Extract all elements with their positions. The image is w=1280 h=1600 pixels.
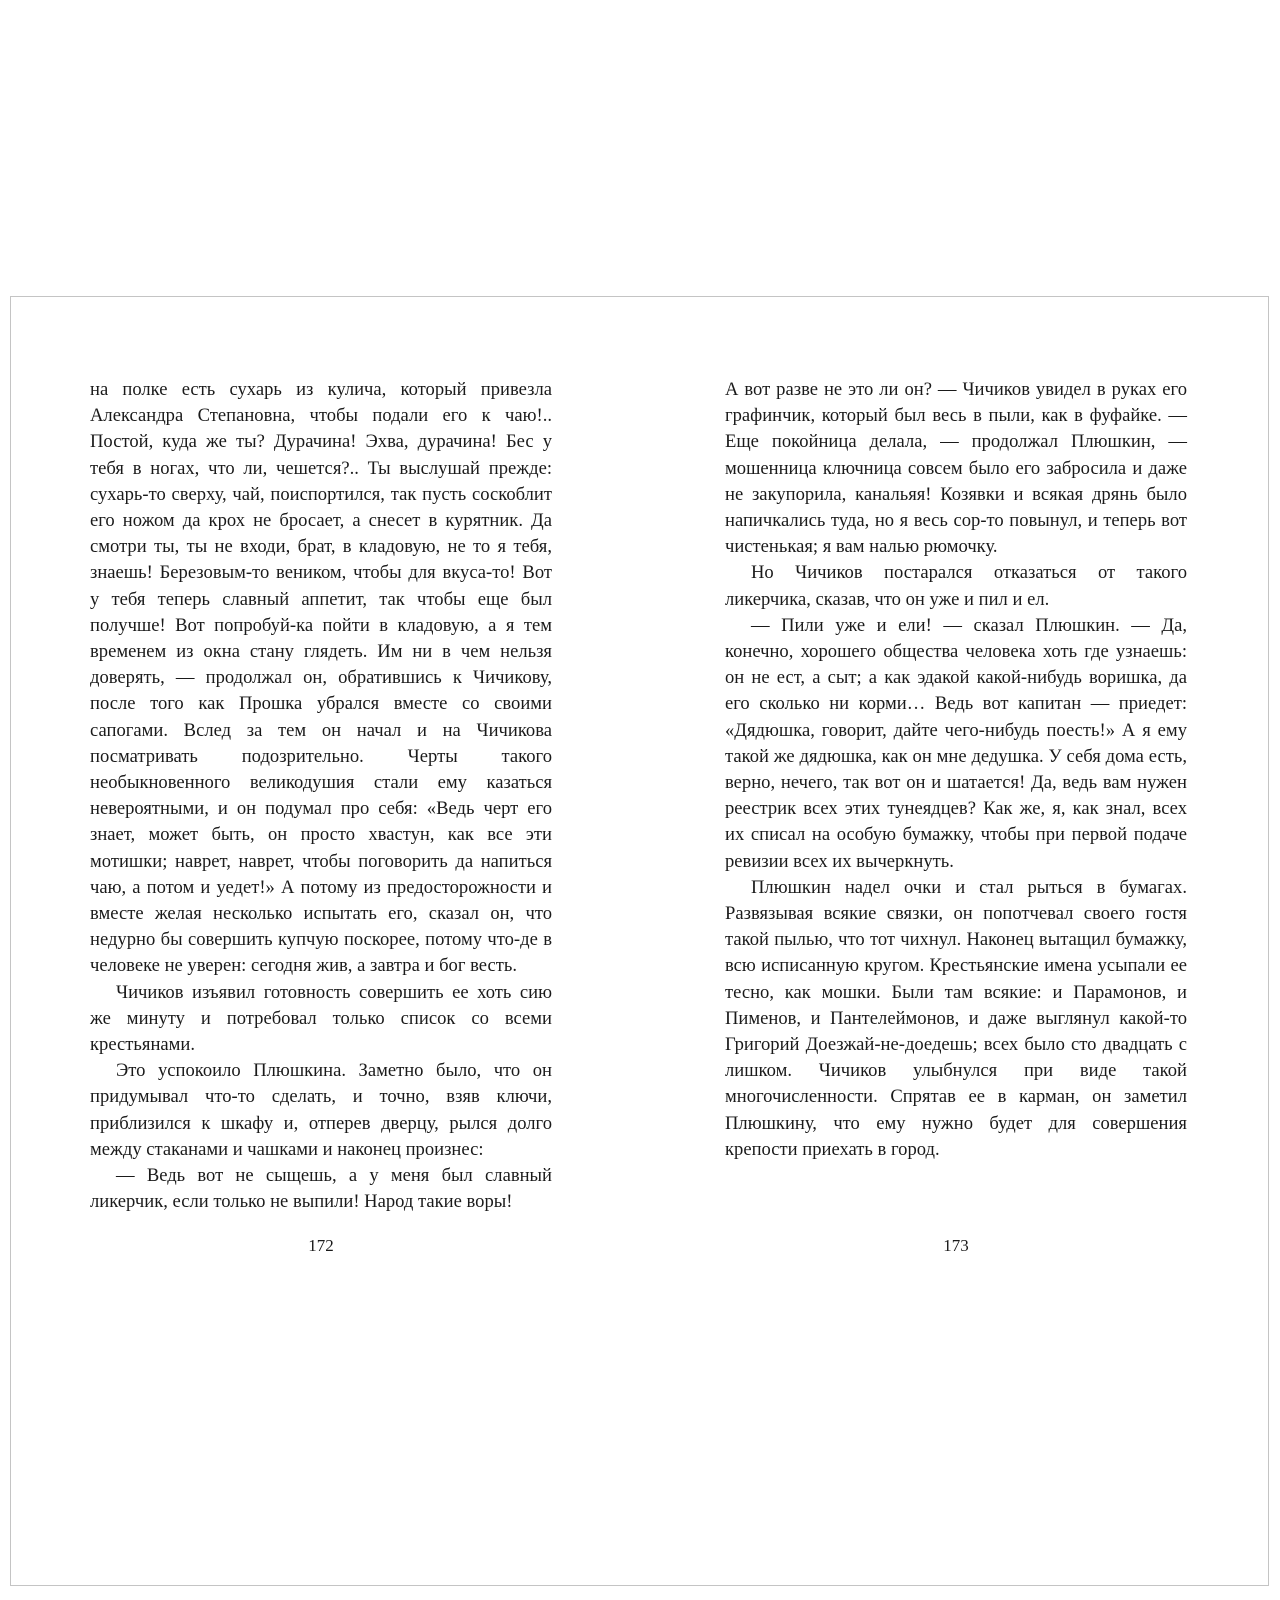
paragraph: Но Чичиков постарался отказаться от такого ликерчика, сказав, что он уже и пил и ел. <box>725 562 1187 610</box>
paragraph: Плюшкин надел очки и стал рыться в бумагах. Развязывая всякие связки, он попотчевал своего гостя такой пылью, что тот чихнул. Наконец вытащил бумажку, всю исписанную кругом. Крестьянские имена усыпали ее тесно, как мошки. Были там всякие: и Парамонов, и Пименов, и Пантелеймонов, и даже выглянул какой-то Григорий Доезжай-не-доедешь; всех было сто двадцать с лишком. Чичиков улыбнулся при виде такой многочисленности. Спрятав ее в карман, он заметил Плюшкину, что ему нужно будет для совершения крепости приехать в город. <box>725 876 1187 1160</box>
paragraph: на полке есть сухарь из кулича, который привезла Александра Степановна, чтобы подали его к чаю!.. Постой, куда же ты? Дурачина! Эхва, дурачина! Бес у тебя в ногах, что ли, чешется?.. Ты выслушай прежде: сухарь-то сверху, чай, поиспортился, так пусть соскоблит его ножом да крох не бросает, а снесет в курятник. Да смотри ты, ты не входи, брат, в кладовую, не то я тебя, знаешь! Березовым-то веником, чтобы для вкуса-то! Вот у тебя теперь славный аппетит, так чтобы еще был получше! Вот попробуй-ка пойти в кладовую, а я тем временем из окна стану глядеть. Им ни в чем нельзя доверять, — продолжал он, обратившись к Чичикову, после того как Прошка убрался вместе со своими сапогами. Вслед за тем он начал и на Чичикова посматривать подозрительно. Черты такого необыкновенного великодушия стали ему казаться невероятными, и он подумал про себя: «Ведь черт его знает, может быть, он просто хвастун, как все эти мотишки; наврет, наврет, чтобы поговорить да напиться чаю, а потом и уедет!» А потому из предосторожности и вместе желая несколько испытать его, сказал он, что недурно бы совершить купчую поскорее, потому что-де в человеке не уверен: сегодня жив, а завтра и бог весть. <box>90 379 552 977</box>
paragraph: А вот разве не это ли он? — Чичиков увидел в руках его графинчик, который был весь в пыли, как в фуфайке. — Еще покойница делала, — продолжал Плюшкин, — мошенница ключница совсем было его забросила и даже не закупорила, канальяя! Козявки и всякая дрянь было напичкались туда, но я весь сор-то повынул, и теперь вот чистенькая; я вам налью рюмочку. <box>725 379 1187 558</box>
left-page-text <box>90 377 552 1216</box>
paragraph: Чичиков изъявил готовность совершить ее хоть сию же минуту и потребовал только список со всеми крестьянами. <box>90 981 552 1056</box>
paragraph: Это успокоило Плюшкина. Заметно было, что он придумывал что-то сделать, и точно, взяв ключи, приблизился к шкафу и, отперев дверцу, рылся долго между стаканами и чашками и наконец произнес: <box>90 1060 552 1160</box>
page-number-right: 173 <box>943 1236 969 1255</box>
paragraph: — Ведь вот не сыщешь, а у меня был славный ликерчик, если только не выпили! Народ такие воры! <box>90 1165 552 1213</box>
book-spread <box>10 296 1269 1586</box>
right-page-text <box>725 377 1187 1163</box>
paragraph: — Пили уже и ели! — сказал Плюшкин. — Да, конечно, хорошего общества человека хоть где узнаешь: он не ест, а сыт; а как эдакой какой-нибудь воришка, да его сколько ни корми… Ведь вот капитан — приедет: «Дядюшка, говорит, дайте чего-нибудь поесть!» А я ему такой же дядюшка, как он мне дедушка. У себя дома есть, верно, нечего, так вот он и шатается! Да, ведь вам нужен реестрик всех этих тунеядцев? Как же, я, как знал, всех их списал на особую бумажку, чтобы при первой подаче ревизии всех их вычеркнуть. <box>725 614 1187 872</box>
page-number-left: 172 <box>308 1236 334 1255</box>
